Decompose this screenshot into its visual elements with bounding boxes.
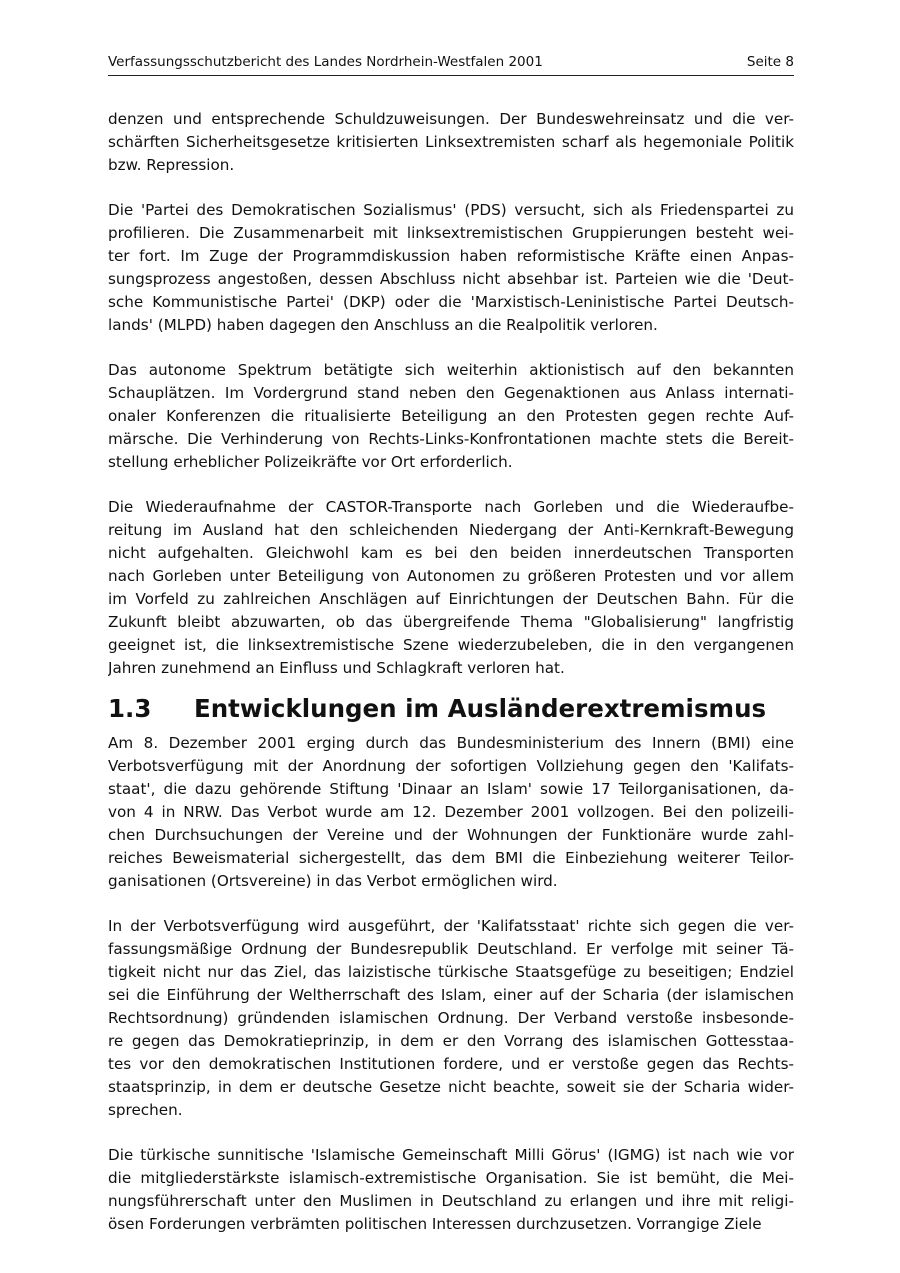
section-number: 1.3: [108, 694, 152, 723]
text-line: reiches Beweismaterial sichergestellt, das dem BMI die Einbeziehung weiterer Teilor-: [108, 849, 794, 867]
text-line: geeignet ist, die linksextremistische Szene wiederzubeleben, die in den vergangenen: [108, 636, 794, 654]
text-line: Zukunft bleibt abzuwarten, ob das übergreifende Thema "Globalisierung" langfristig: [108, 613, 794, 631]
text-line: Schauplätzen. Im Vordergrund stand neben den Gegenaktionen aus Anlass internati-: [108, 384, 794, 402]
text-line: die mitgliederstärkste islamisch-extremistische Organisation. Sie ist bemüht, die Mei-: [108, 1169, 794, 1187]
text-line: Jahren zunehmend an Einfluss und Schlagkraft verloren hat.: [108, 659, 565, 677]
text-line: nach Gorleben unter Beteiligung von Autonomen zu größeren Protesten und vor allem: [108, 567, 794, 585]
text-line: bzw. Repression.: [108, 156, 235, 174]
text-line: Die 'Partei des Demokratischen Sozialismus' (PDS) versucht, sich als Friedenspartei zu: [108, 201, 794, 219]
text-line: schärften Sicherheitsgesetze kritisierten Linksextremisten scharf als hegemoniale Politik: [108, 133, 794, 151]
text-line: von 4 in NRW. Das Verbot wurde am 12. Dezember 2001 vollzogen. Bei den polizeili-: [108, 803, 794, 821]
paragraph: [108, 199, 794, 337]
text-line: im Vorfeld zu zahlreichen Anschlägen auf Einrichtungen der Deutschen Bahn. Für die: [108, 590, 794, 608]
text-line: ösen Forderungen verbrämten politischen Interessen durchzusetzen. Vorrangige Ziele: [108, 1215, 762, 1233]
text-line: tigkeit nicht nur das Ziel, das laizistische türkische Staatsgefüge zu beseitigen; Endziel: [108, 963, 794, 981]
text-line: Die türkische sunnitische 'Islamische Gemeinschaft Milli Görus' (IGMG) ist nach wie vor: [108, 1146, 794, 1164]
paragraph: [108, 732, 794, 893]
paragraph: [108, 108, 794, 177]
text-line: ganisationen (Ortsvereine) in das Verbot ermöglichen wird.: [108, 872, 558, 890]
paragraph: [108, 359, 794, 474]
text-line: profilieren. Die Zusammenarbeit mit linksextremistischen Gruppierungen besteht wei-: [108, 224, 794, 242]
text-line: nicht aufgehalten. Gleichwohl kam es bei den beiden innerdeutschen Transporten: [108, 544, 794, 562]
text-line: Das autonome Spektrum betätigte sich weiterhin aktionistisch auf den bekannten: [108, 361, 794, 379]
text-line: In der Verbotsverfügung wird ausgeführt, der 'Kalifatsstaat' richte sich gegen die ver-: [108, 917, 794, 935]
text-line: sungsprozess angestoßen, dessen Abschluss nicht absehbar ist. Parteien wie die 'Deut-: [108, 270, 794, 288]
paragraph: [108, 496, 794, 680]
page-header: [108, 50, 794, 76]
text-line: Am 8. Dezember 2001 erging durch das Bundesministerium des Innern (BMI) eine: [108, 734, 794, 752]
text-line: sei die Einführung der Weltherrschaft des Islam, einer auf der Scharia (der islamischen: [108, 986, 794, 1004]
text-line: staatsprinzip, in dem er deutsche Gesetze nicht beachte, soweit sie der Scharia wider-: [108, 1078, 794, 1096]
text-line: sprechen.: [108, 1101, 183, 1119]
text-line: chen Durchsuchungen der Vereine und der Wohnungen der Funktionäre wurde zahl-: [108, 826, 794, 844]
text-line: lands' (MLPD) haben dagegen den Anschluss an die Realpolitik verloren.: [108, 316, 658, 334]
text-line: Verbotsverfügung mit der Anordnung der sofortigen Vollziehung gegen den 'Kalifats-: [108, 757, 794, 775]
text-line: stellung erheblicher Polizeikräfte vor Ort erforderlich.: [108, 453, 513, 471]
text-line: Die Wiederaufnahme der CASTOR-Transporte nach Gorleben und die Wiederaufbe-: [108, 498, 794, 516]
text-line: denzen und entsprechende Schuldzuweisungen. Der Bundeswehreinsatz und die ver-: [108, 110, 794, 128]
paragraph: [108, 1144, 794, 1236]
section-heading: [108, 690, 794, 728]
text-line: fassungsmäßige Ordnung der Bundesrepublik Deutschland. Er verfolge mit seiner Tä-: [108, 940, 794, 958]
text-line: staat', die dazu gehörende Stiftung 'Dinaar an Islam' sowie 17 Teilorganisationen, da-: [108, 780, 794, 798]
text-line: Rechtsordnung) gründenden islamischen Ordnung. Der Verband verstoße insbesonde-: [108, 1009, 794, 1027]
page-body: [108, 108, 794, 1258]
text-line: re gegen das Demokratieprinzip, in dem er den Vorrang des islamischen Gottesstaa-: [108, 1032, 794, 1050]
text-line: nungsführerschaft unter den Muslimen in Deutschland zu erlangen und ihre mit religi-: [108, 1192, 794, 1210]
page-number: Seite 8: [746, 54, 794, 70]
text-line: onaler Konferenzen die ritualisierte Beteiligung an den Protesten gegen rechte Auf-: [108, 407, 794, 425]
text-line: sche Kommunistische Partei' (DKP) oder die 'Marxistisch-Leninistische Partei Deutsch-: [108, 293, 794, 311]
text-line: märsche. Die Verhinderung von Rechts-Links-Konfrontationen machte stets die Bereit-: [108, 430, 794, 448]
text-line: reitung im Ausland hat den schleichenden Niedergang der Anti-Kernkraft-Bewegung: [108, 521, 794, 539]
text-line: ter fort. Im Zuge der Programmdiskussion haben reformistische Kräfte einen Anpas-: [108, 247, 794, 265]
document-title: Verfassungsschutzbericht des Landes Nordrhein-Westfalen 2001: [108, 54, 543, 70]
section-title: Entwicklungen im Ausländerextremismus: [194, 694, 767, 723]
paragraph: [108, 915, 794, 1122]
text-line: tes vor den demokratischen Institutionen fordere, und er verstoße gegen das Rechts-: [108, 1055, 794, 1073]
